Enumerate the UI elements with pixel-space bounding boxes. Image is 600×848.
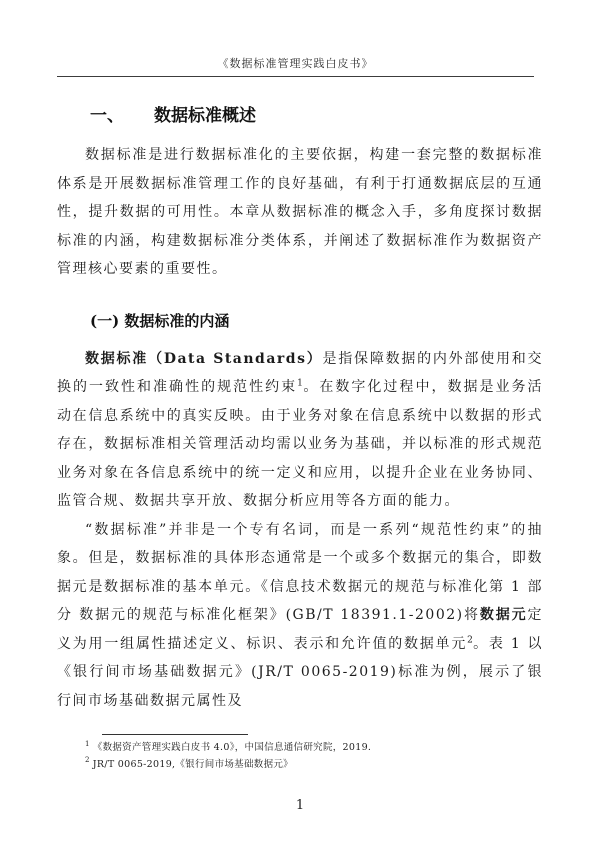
page-content <box>57 92 543 732</box>
section-heading <box>90 310 543 331</box>
footnote-ref-1: 1 <box>297 378 303 389</box>
paragraph-data-element-run-2: 定义为用一组属性描述定义、标识、表示和允许值的数据单元 <box>57 607 543 652</box>
paragraph-data-element-run-1: “数据标准”并非是一个专有名词，而是一系列“规范性约束”的抽象。但是，数据标准的具体形态通常是一个或多个数据元的集合，即数据元是数据标准的基本单元。《信息技术数据元的规范与标准化第 1 部分 数据元的规范与标准化框架》(GB/T 18391.1-2002)将 <box>57 521 543 623</box>
chapter-heading <box>90 101 543 126</box>
bold-term-data-standards: 数据标准（Data Standards） <box>85 350 323 367</box>
footnote-1-marker: 1 <box>85 739 90 748</box>
chapter-title: 数据标准概述 <box>154 106 256 126</box>
chapter-number: 一、 <box>90 106 124 126</box>
section-heading-text: (一) 数据标准的内涵 <box>90 311 230 330</box>
footnote-separator <box>102 734 248 735</box>
paragraph-data-element <box>57 516 543 716</box>
running-header-text: 《数据标准管理实践白皮书》 <box>217 57 374 70</box>
paragraph-definition-run-2: 。在数字化过程中，数据是业务活动在信息系统中的真实反映。由于业务对象在信息系统中以数据的形式存在，数据标准相关管理活动均需以业务为基础，并以标准的形式规范业务对象在各信息系统中的统一定义和应用，以提升企业在业务协同、监管合规、数据共享开放、数据分析应用等各方面的能力。 <box>57 379 543 509</box>
paragraph-data-element-run-3: 。表 1 以《银行间市场基础数据元》(JR/T 0065-2019)标准为例，展示了银行间市场基础数据元属性及 <box>57 635 543 709</box>
footnote-2-text: JR/T 0065-2019,《银行间市场基础数据元》 <box>92 758 293 770</box>
footnotes-block <box>57 734 543 773</box>
bold-term-data-element: 数据元 <box>479 607 528 623</box>
running-header <box>57 55 534 77</box>
footnote-ref-2: 2 <box>467 634 473 645</box>
paragraph-intro <box>57 141 543 284</box>
paragraph-intro-text: 数据标准是进行数据标准化的主要依据，构建一套完整的数据标准体系是开展数据标准管理工作的良好基础，有利于打通数据底层的互通性，提升数据的可用性。本章从数据标准的概念入手，多角度探讨数据标准的内涵，构建数据标准分类体系，并阐述了数据标准作为数据资产管理核心要素的重要性。 <box>57 147 543 277</box>
paragraph-definition-run-1: 是指保障数据的内外部使用和交换的一致性和准确性的规范性约束 <box>57 350 543 395</box>
footnote-1 <box>57 740 543 757</box>
footnote-2-marker: 2 <box>85 756 90 765</box>
page-number: 1 <box>295 798 305 813</box>
footnote-1-text: 《数据资产管理实践白皮书 4.0》，中国信息通信研究院，2019. <box>92 742 372 753</box>
paragraph-definition <box>57 345 543 516</box>
footnote-2 <box>57 757 543 774</box>
